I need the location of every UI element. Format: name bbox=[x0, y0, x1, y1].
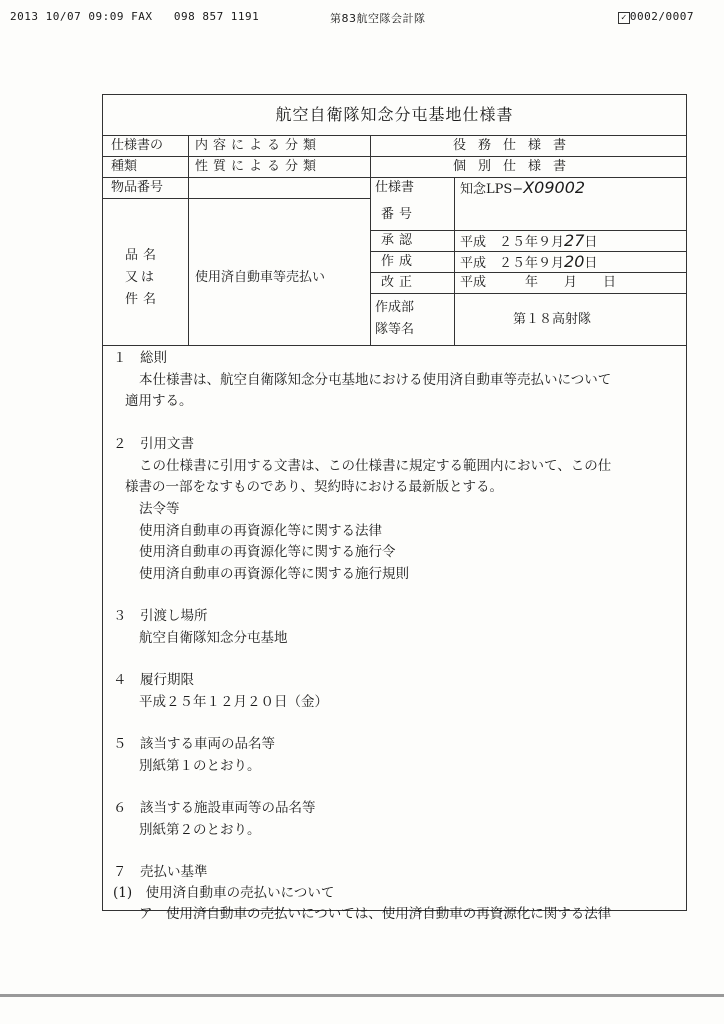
spec-no-handwritten: X09002 bbox=[523, 178, 586, 197]
fax-datetime: 2013 10/07 09:09 FAX 098 857 1191 bbox=[10, 10, 260, 23]
section-6-heading: ６ 該当する施設車両等の品名等 bbox=[113, 800, 316, 816]
dept-label-2: 隊等名 bbox=[375, 322, 415, 337]
scan-edge bbox=[0, 994, 724, 997]
approve-value: 平成 ２５年９月27日 bbox=[460, 231, 598, 250]
section-7-sub: (1) 使用済自動車の売払いについて bbox=[113, 885, 335, 901]
class-nature-value: 個別仕様書 bbox=[453, 159, 579, 174]
section-2-text: この仕様書に引用する文書は、この仕様書に規定する範囲内において、この仕 bbox=[139, 458, 612, 474]
class-content-label: 内容による分類 bbox=[195, 138, 322, 153]
section-3-text: 航空自衛隊知念分屯基地 bbox=[139, 630, 288, 646]
item-name-label-3: 件名 bbox=[125, 292, 162, 307]
class-content-value: 役務仕様書 bbox=[453, 138, 579, 153]
spec-document bbox=[102, 94, 687, 922]
spec-type-label-2: 種類 bbox=[111, 159, 138, 174]
section-1-heading: １ 総則 bbox=[113, 350, 167, 366]
approve-label: 承認 bbox=[381, 233, 418, 248]
create-value: 平成 ２５年９月20日 bbox=[460, 252, 598, 271]
section-7-text: ア 使用済自動車の売払いについては、使用済自動車の再資源化に関する法律 bbox=[139, 906, 612, 922]
fax-page-icon: ✓ bbox=[618, 12, 630, 24]
item-name-value: 使用済自動車等売払い bbox=[195, 270, 326, 285]
section-3-heading: ３ 引渡し場所 bbox=[113, 608, 208, 624]
law-item: 使用済自動車の再資源化等に関する施行令 bbox=[139, 544, 396, 560]
spec-type-label: 仕様書の bbox=[111, 138, 164, 153]
section-1-text: 本仕様書は、航空自衛隊知念分屯基地における使用済自動車等売払いについて bbox=[139, 372, 612, 388]
dept-value: 第１８高射隊 bbox=[513, 312, 592, 327]
section-5-text: 別紙第１のとおり。 bbox=[139, 758, 261, 774]
fax-sender: 第83航空隊会計隊 bbox=[330, 12, 426, 25]
document-title: 航空自衛隊知念分屯基地仕様書 bbox=[103, 95, 686, 136]
section-7-heading: ７ 売払い基準 bbox=[113, 864, 208, 880]
section-1-text-2: 適用する。 bbox=[125, 393, 193, 409]
revise-label: 改正 bbox=[381, 275, 418, 290]
spec-header-table bbox=[103, 135, 686, 346]
fax-page: ✓ 0002/0007 bbox=[618, 10, 694, 23]
law-item: 使用済自動車の再資源化等に関する施行規則 bbox=[139, 566, 409, 582]
section-6-text: 別紙第２のとおり。 bbox=[139, 822, 261, 838]
law-item: 使用済自動車の再資源化等に関する法律 bbox=[139, 523, 382, 539]
item-name-label: 品名 bbox=[125, 248, 162, 263]
section-4-heading: ４ 履行期限 bbox=[113, 672, 194, 688]
spec-no-value: 知念LPS−X09002 bbox=[460, 178, 586, 197]
section-4-text: 平成２５年１２月２０日（金） bbox=[139, 694, 328, 710]
section-2-text-2: 様書の一部をなすものであり、契約時における最新版とする。 bbox=[125, 479, 503, 495]
spec-no-label: 仕様書 bbox=[375, 180, 415, 195]
revise-value: 平成 年 月 日 bbox=[460, 275, 617, 290]
section-2-heading: ２ 引用文書 bbox=[113, 436, 194, 452]
dept-label: 作成部 bbox=[375, 300, 415, 315]
section-5-heading: ５ 該当する車両の品名等 bbox=[113, 736, 275, 752]
item-name-label-2: 又は bbox=[125, 270, 158, 285]
class-nature-label: 性質による分類 bbox=[195, 159, 322, 174]
spec-no-label-2: 番号 bbox=[381, 207, 418, 222]
create-label: 作成 bbox=[381, 254, 418, 269]
section-2-laws-label: 法令等 bbox=[139, 501, 180, 517]
fax-number: 098 857 1191 bbox=[173, 10, 260, 23]
item-no-label: 物品番号 bbox=[111, 180, 164, 195]
